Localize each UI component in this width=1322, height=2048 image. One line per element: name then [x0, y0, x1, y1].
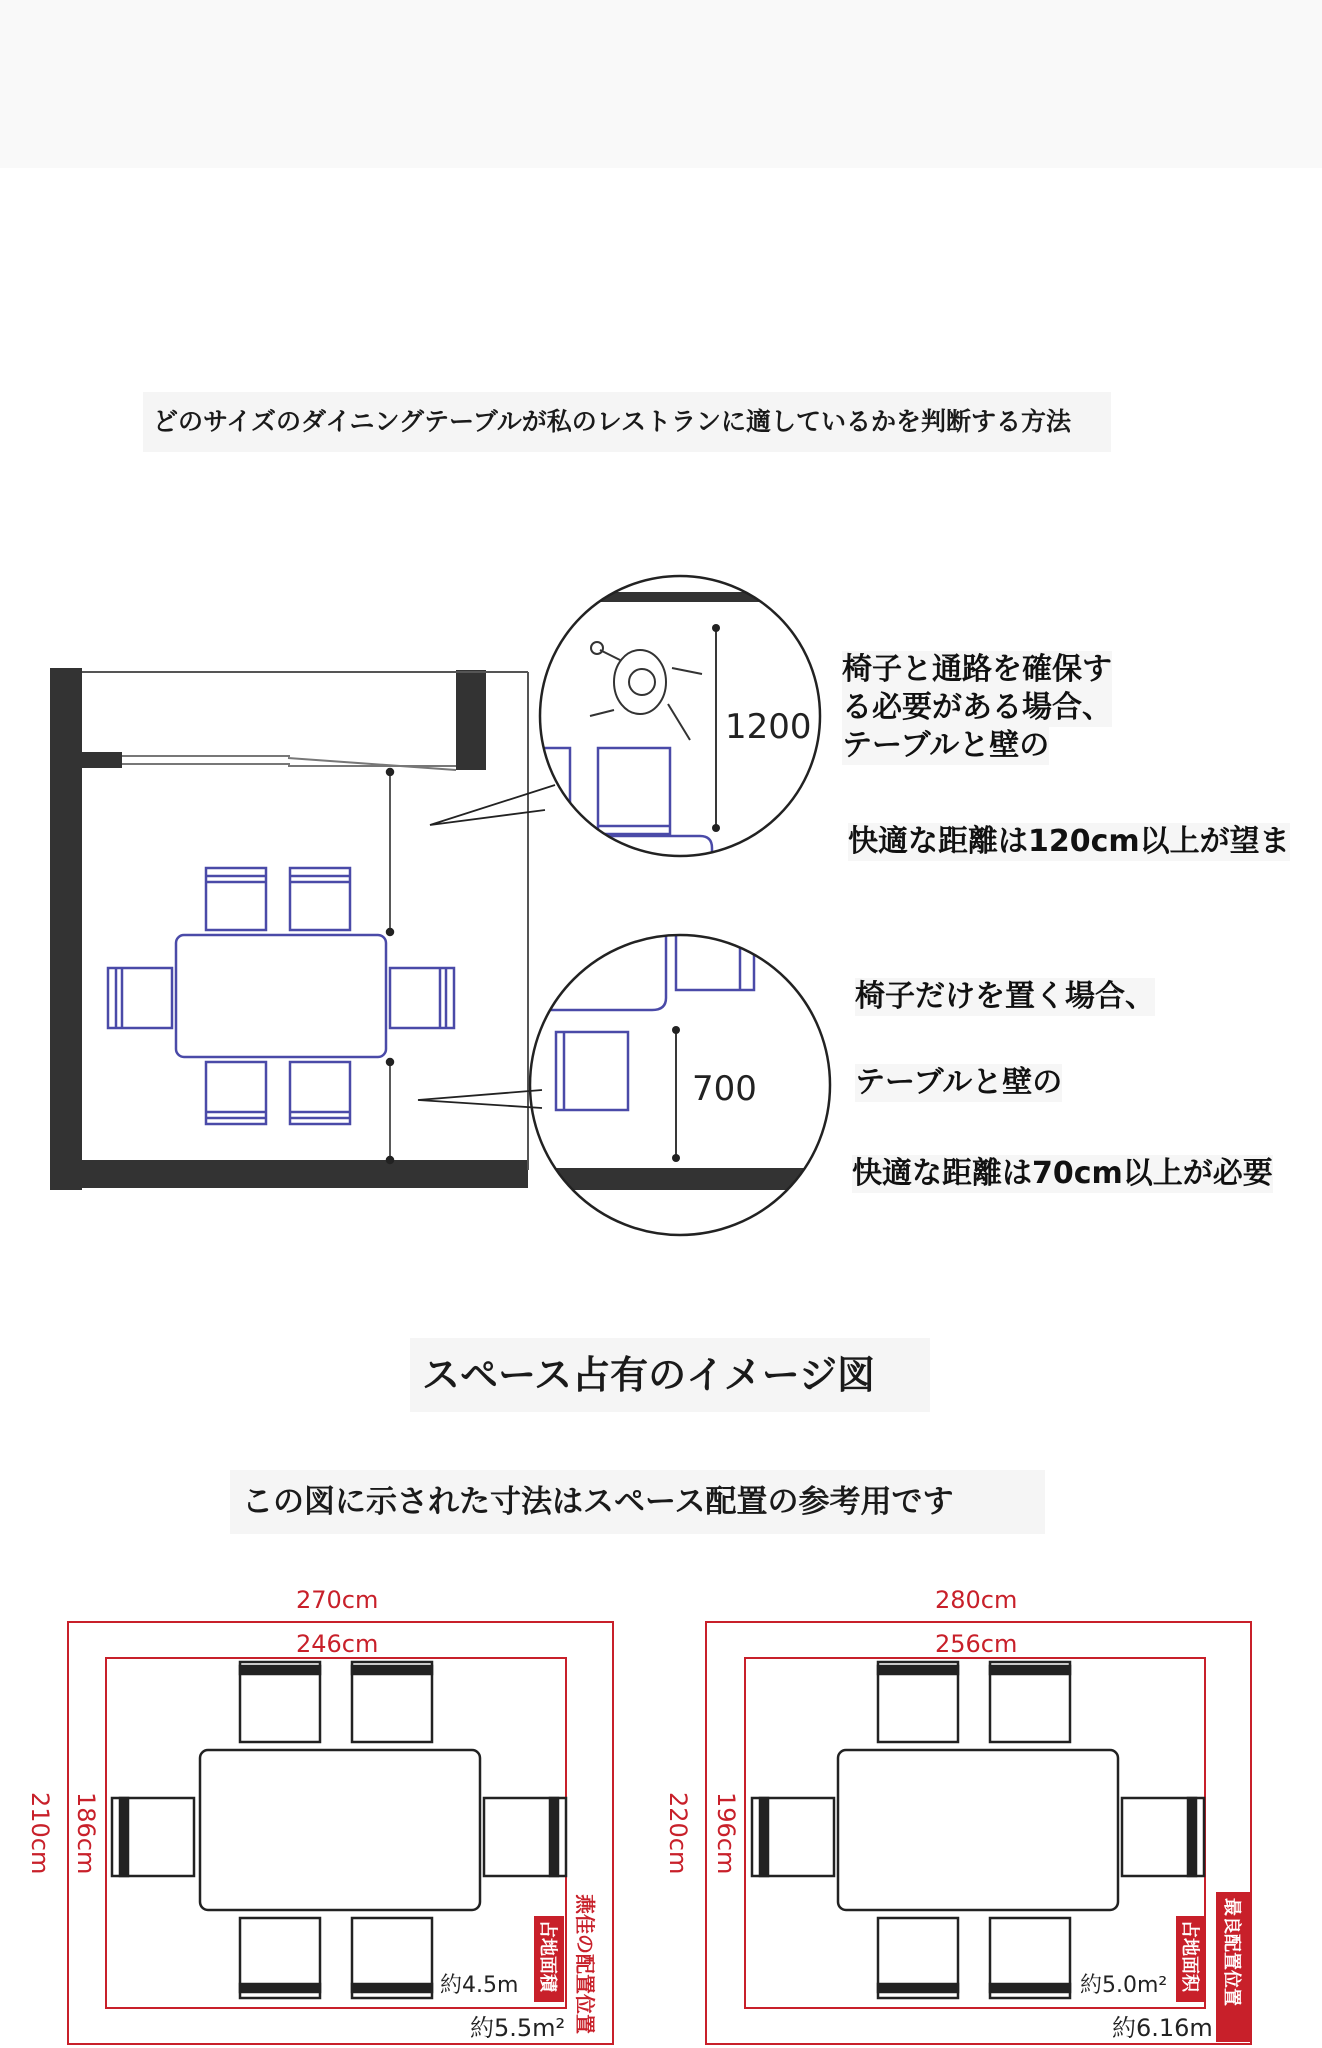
- chair-left: [108, 968, 172, 1028]
- table: [200, 1750, 480, 1910]
- height-inner: 186cm: [72, 1792, 100, 1875]
- plan-dimension-lines: [387, 769, 394, 1164]
- area-inner: 約5.0m²: [1080, 1973, 1168, 1998]
- width-outer: 270cm: [296, 1586, 379, 1614]
- width-outer: 280cm: [935, 1586, 1018, 1614]
- best-label: 燕佳の配置位置: [573, 1894, 597, 2034]
- area-inner: 約4.5m: [440, 1973, 519, 1998]
- dim-1200: 1200: [725, 707, 812, 747]
- chair-bottom-right: [290, 1062, 350, 1124]
- page-title: どのサイズのダイニングテーブルが私のレストランに適しているかを判断する方法: [143, 392, 1111, 452]
- chair-top-right: [290, 868, 350, 930]
- note-chair-distance: 快適な距離は70cm以上が必要: [852, 1156, 1273, 1191]
- table: [176, 935, 386, 1057]
- best-label: 最良配置位置: [1221, 1898, 1242, 2006]
- chair-top-left: [206, 868, 266, 930]
- note-chair-line1: 椅子だけを置く場合、: [855, 979, 1155, 1014]
- note-aisle-distance: 快適な距離は120cm以上が望ま: [848, 824, 1290, 859]
- magnifier-bottom: [530, 930, 830, 1235]
- area-outer: 約5.5m²: [470, 2014, 566, 2042]
- width-inner: 256cm: [935, 1630, 1018, 1658]
- note-chair-line2: テーブルと壁の: [855, 1065, 1063, 1100]
- dining-set: [108, 868, 454, 1124]
- chair-right: [390, 968, 454, 1028]
- note-aisle-line3: テーブルと壁の: [842, 728, 1050, 763]
- chair-bottom-left: [206, 1062, 266, 1124]
- note-aisle-line2: る必要がある場合、: [842, 690, 1112, 725]
- height-outer: 210cm: [26, 1792, 54, 1875]
- area-outer: 約6.16m: [1112, 2014, 1213, 2042]
- section-subheading: この図に示された寸法はスペース配置の参考用です: [230, 1470, 1045, 1534]
- width-inner: 246cm: [296, 1630, 379, 1658]
- occupied-label: 占地面积: [1179, 1920, 1200, 1992]
- person-icon: [590, 642, 702, 740]
- occupied-label: 占地面積: [537, 1920, 558, 1992]
- section-heading: スペース占有のイメージ図: [410, 1338, 930, 1412]
- table: [838, 1750, 1118, 1910]
- height-inner: 196cm: [712, 1792, 740, 1875]
- magnifier-pointers: [418, 785, 555, 1108]
- height-outer: 220cm: [664, 1792, 692, 1875]
- plan-left: [26, 1586, 613, 2044]
- dim-700: 700: [692, 1069, 757, 1109]
- note-aisle-line1: 椅子と通路を確保す: [842, 652, 1112, 687]
- plan-right: [664, 1586, 1251, 2044]
